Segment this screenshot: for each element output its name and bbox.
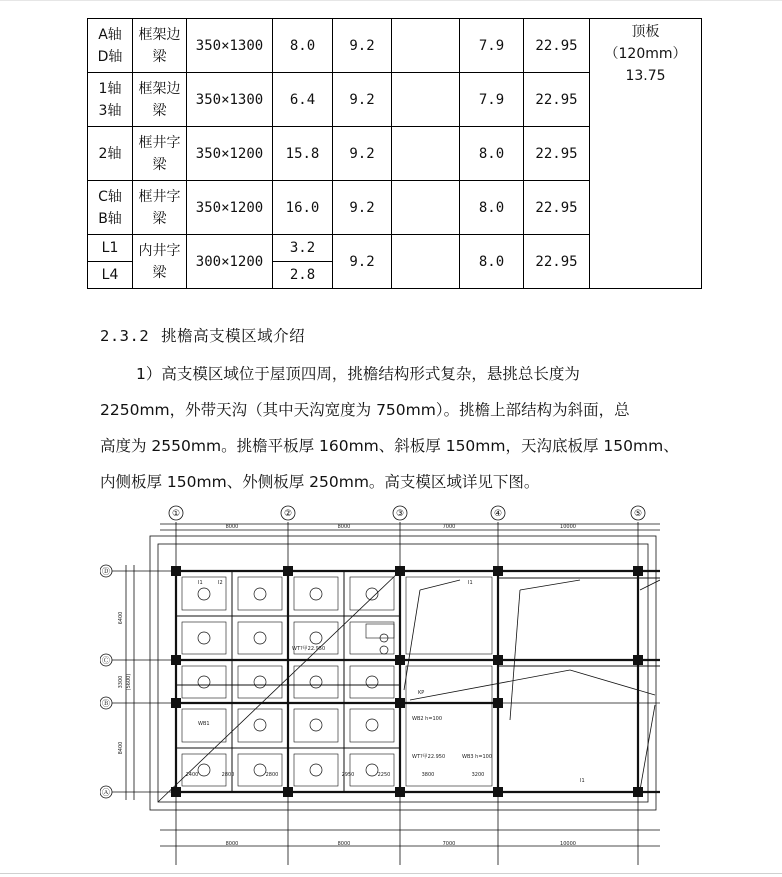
paragraph-line: 内侧板厚 150mm、外侧板厚 250mm。高支模区域详见下图。 xyxy=(100,473,540,491)
elevation-cell: 22.95 xyxy=(524,181,590,235)
span-cell: 15.8 xyxy=(273,127,333,181)
diagonal-lines xyxy=(158,571,660,802)
elevation-cell: 22.95 xyxy=(524,127,590,181)
height-cell: 8.0 xyxy=(460,181,524,235)
column-axis-label: ④ xyxy=(493,509,503,519)
section-cell: 350×1300 xyxy=(187,73,273,127)
dimension-label: (5600) xyxy=(126,673,132,691)
misc-label: I1 xyxy=(468,580,473,586)
beam-type-cell: 框井字 梁 xyxy=(133,127,187,181)
value-cell: 9.2 xyxy=(333,235,392,289)
beam-type-cell: 框架边 梁 xyxy=(133,19,187,73)
height-cell: 8.0 xyxy=(460,235,524,289)
dimension-label: 7000 xyxy=(442,524,456,530)
row-axis-label: Ⓒ xyxy=(102,656,110,665)
paragraph-line: 1）高支模区域位于屋顶四周，挑檐结构形式复杂，悬挑总长度为 xyxy=(136,365,580,383)
axis-cell: 2轴 xyxy=(88,127,133,181)
slab-label: WB1 xyxy=(198,721,210,727)
empty-cell xyxy=(392,181,460,235)
elevation-label: WT?甲22.950 xyxy=(292,646,326,652)
column-axis-label: ② xyxy=(283,509,293,519)
elevation-cell: 22.95 xyxy=(524,19,590,73)
dimension-label: 2950 xyxy=(341,772,355,778)
misc-label: KP xyxy=(418,690,425,696)
elevation-label: WT?甲22.950 xyxy=(412,754,446,760)
value-cell: 9.2 xyxy=(333,181,392,235)
dimension-label: 2400 xyxy=(185,772,199,778)
column-axis-label: ⑤ xyxy=(633,509,643,519)
column-axis-label: ③ xyxy=(395,509,405,519)
axis-cell: L1 xyxy=(88,235,133,262)
axis-cell: A轴 D轴 xyxy=(88,19,133,73)
section-cell: 350×1200 xyxy=(187,181,273,235)
misc-label: I1 xyxy=(580,778,585,784)
misc-label: I1 xyxy=(198,580,203,586)
slab-label: WB3 h=100 xyxy=(462,754,493,760)
dimension-label: 3300 xyxy=(118,675,124,689)
axis-cell: 1轴 3轴 xyxy=(88,73,133,127)
dimension-label: 8000 xyxy=(225,841,239,847)
row-axis-label: Ⓑ xyxy=(102,699,110,708)
elevation-cell: 22.95 xyxy=(524,235,590,289)
span-cell: 8.0 xyxy=(273,19,333,73)
dimension-label: 2250 xyxy=(377,772,391,778)
misc-label: I2 xyxy=(218,580,223,586)
height-cell: 7.9 xyxy=(460,73,524,127)
height-cell: 8.0 xyxy=(460,127,524,181)
empty-cell xyxy=(392,235,460,289)
beam-type-cell: 内井字 梁 xyxy=(133,235,187,289)
dimension-label: 2800 xyxy=(221,772,235,778)
empty-cell xyxy=(392,73,460,127)
page-top-rule xyxy=(0,0,782,1)
slab-label: WB2 h=100 xyxy=(412,716,443,722)
value-cell: 9.2 xyxy=(333,73,392,127)
beam-type-cell: 框井字 梁 xyxy=(133,181,187,235)
span-cell: 2.8 xyxy=(273,262,333,289)
dimension-label: 10000 xyxy=(560,841,576,847)
dimension-label: 8400 xyxy=(118,741,124,755)
axis-cell: C轴 B轴 xyxy=(88,181,133,235)
dimension-label: 10000 xyxy=(560,524,576,530)
grid-lines xyxy=(112,522,660,865)
dimension-label: 3800 xyxy=(421,772,435,778)
height-cell: 7.9 xyxy=(460,19,524,73)
section-cell: 350×1200 xyxy=(187,127,273,181)
section-cell: 350×1300 xyxy=(187,19,273,73)
row-axis-label: Ⓐ xyxy=(102,788,110,797)
elevation-cell: 22.95 xyxy=(524,73,590,127)
beam-table xyxy=(87,18,701,289)
dimension-label: 6400 xyxy=(118,611,124,625)
span-cell: 3.2 xyxy=(273,235,333,262)
dimension-label: 3200 xyxy=(471,772,485,778)
section-heading xyxy=(100,324,305,346)
slab-panels xyxy=(182,577,492,786)
paragraph-line: 2250mm，外带天沟（其中天沟宽度为 750mm）。挑檐上部结构为斜面，总 xyxy=(100,401,630,419)
value-cell: 9.2 xyxy=(333,127,392,181)
beam-type-cell: 框架边 梁 xyxy=(133,73,187,127)
span-cell: 16.0 xyxy=(273,181,333,235)
columns xyxy=(171,566,643,797)
dimension-label: 8000 xyxy=(225,524,239,530)
axis-cell: L4 xyxy=(88,262,133,289)
roof-slab-cell: 顶板 （120mm） 13.75 xyxy=(590,19,702,289)
dimension-label: 8000 xyxy=(337,524,351,530)
paragraph-line: 高度为 2550mm。挑檐平板厚 160mm、斜板厚 150mm，天沟底板厚 150mm、 xyxy=(100,437,679,455)
row-axis-label: Ⓓ xyxy=(102,567,110,576)
dimension-label: 8000 xyxy=(337,841,351,847)
section-cell: 300×1200 xyxy=(187,235,273,289)
section-number: 2.3.2 xyxy=(100,327,150,345)
value-cell: 9.2 xyxy=(333,19,392,73)
column-axis-label: ① xyxy=(171,509,181,519)
span-cell: 6.4 xyxy=(273,73,333,127)
dimension-label: 2800 xyxy=(265,772,279,778)
empty-cell xyxy=(392,19,460,73)
empty-cell xyxy=(392,127,460,181)
page-bottom-rule xyxy=(0,873,782,874)
section-title: 挑檐高支模区域介绍 xyxy=(161,327,306,345)
structural-plan-drawing xyxy=(100,500,660,870)
table-row xyxy=(88,19,702,73)
dimension-label: 7000 xyxy=(442,841,456,847)
